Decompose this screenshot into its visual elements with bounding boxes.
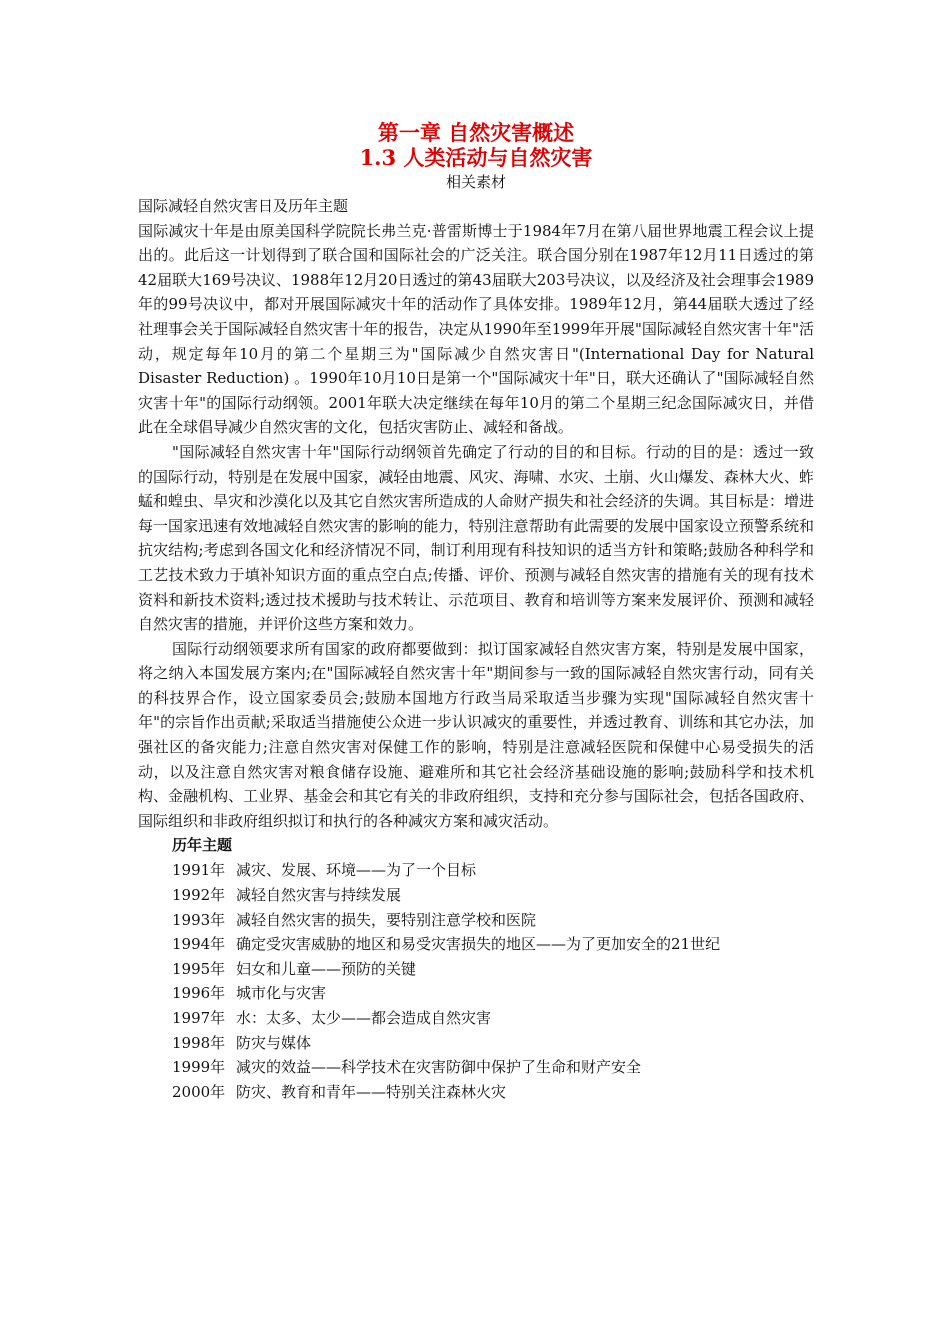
theme-text: 防灾与媒体 (236, 1033, 312, 1052)
theme-row (172, 1031, 814, 1056)
theme-row (172, 908, 814, 933)
theme-row (172, 1055, 814, 1080)
theme-text: 减灾、发展、环境——为了一个目标 (236, 861, 477, 880)
theme-text: 减轻自然灾害与持续发展 (236, 886, 402, 905)
theme-text: 城市化与灾害 (236, 984, 327, 1003)
theme-row (172, 981, 814, 1006)
document-page (138, 120, 814, 1104)
theme-row (172, 957, 814, 982)
theme-row (172, 1006, 814, 1031)
theme-year: 1999年 (172, 1058, 226, 1077)
theme-text: 防灾、教育和青年——特别关注森林火灾 (236, 1082, 507, 1101)
theme-row (172, 1080, 814, 1105)
chapter-title: 第一章 自然灾害概述 (377, 120, 575, 145)
theme-row (172, 858, 814, 883)
theme-text: 减灾的效益——科学技术在灾害防御中保护了生命和财产安全 (236, 1058, 642, 1077)
subtitle: 相关素材 (445, 173, 506, 191)
theme-year: 1992年 (172, 886, 226, 905)
theme-text: 妇女和儿童——预防的关键 (236, 959, 417, 978)
theme-year: 1993年 (172, 910, 226, 929)
paragraph-1: 国际减灾十年是由原美国科学院院长弗兰克·普雷斯博士于1984年7月在第八届世界地震工程会议上提出的。此后这一计划得到了联合国和国际社会的广泛关注。联合国分别在1987年12月11日透过的第42届联大169号决议、1988年12月20日透过的第43届联大203号决议，以及经济及社会理事会1989年的99号决议中，都对开展国际减灾十年的活动作了具体安排。1989年12月，第44届联大透过了经社理事会关于国际减轻自然灾害十年的报告，决定从1990年至1999年开展"国际减轻自然灾害十年"活动，规定每年10月的第二个星期三为"国际减少自然灾害日"(International Day for Natural Disaster Reduction) 。1990年10月10日是第一个"国际减灾十年"日，联大还确认了"国际减轻自然灾害十年"的国际行动纲领。2001年联大决定继续在每年10月的第二个星期三纪念国际减灾日，并借此在全球倡导减少自然灾害的文化，包括灾害防止、减轻和备战。 (138, 221, 814, 437)
paragraph-3: 国际行动纲领要求所有国家的政府都要做到：拟订国家减轻自然灾害方案，特别是发展中国家，将之纳入本国发展方案内;在"国际减轻自然灾害十年"期间参与一致的国际减轻自然灾害行动，同有关的科技界合作，设立国家委员会;鼓励本国地方行政当局采取适当步骤为实现"国际减轻自然灾害十年"的宗旨作出贡献;采取适当措施使公众进一步认识减灾的重要性，并透过教育、训练和其它办法，加强社区的备灾能力;注意自然灾害对保健工作的影响，特别是注意减轻医院和保健中心易受损失的活动，以及注意自然灾害对粮食储存设施、避难所和其它社会经济基础设施的影响;鼓励科学和技术机构、金融机构、工业界、基金会和其它有关的非政府组织，支持和充分参与国际社会，包括各国政府、国际组织和非政府组织拟订和执行的各种减灾方案和减灾活动。 (138, 639, 814, 830)
theme-year: 1995年 (172, 959, 226, 978)
theme-row (172, 883, 814, 908)
theme-year: 2000年 (172, 1082, 226, 1101)
topic-heading: 国际减轻自然灾害日及历年主题 (138, 197, 349, 215)
theme-row (172, 932, 814, 957)
theme-text: 确定受灾害威胁的地区和易受灾害损失的地区——为了更加安全的21世纪 (236, 935, 721, 954)
themes-heading: 历年主题 (172, 836, 233, 855)
theme-year: 1994年 (172, 935, 226, 954)
paragraph-2: "国际减轻自然灾害十年"国际行动纲领首先确定了行动的目的和目标。行动的目的是：透过一致的国际行动，特别是在发展中国家，减轻由地震、风灾、海啸、水灾、土崩、火山爆发、森林大火、蚱蜢和蝗虫、旱灾和沙漠化以及其它自然灾害所造成的人命财产损失和社会经济的失调。其目标是：增进每一国家迅速有效地减轻自然灾害的影响的能力，特别注意帮助有此需要的发展中国家设立预警系统和抗灾结构;考虑到各国文化和经济情况不同，制订利用现有科技知识的适当方针和策略;鼓励各种科学和工艺技术致力于填补知识方面的重点空白点;传播、评价、预测与减轻自然灾害的措施有关的现有技术资料和新技术资料;透过技术援助与技术转让、示范项目、教育和培训等方案来发展评价、预测和减轻自然灾害的措施，并评价这些方案和效力。 (138, 442, 814, 634)
section-title: 1.3 人类活动与自然灾害 (359, 145, 593, 170)
theme-year: 1998年 (172, 1033, 226, 1052)
theme-text: 减轻自然灾害的损失，要特别注意学校和医院 (236, 910, 537, 929)
themes-list (138, 858, 814, 1104)
theme-year: 1991年 (172, 861, 226, 880)
theme-year: 1996年 (172, 984, 226, 1003)
theme-text: 水：太多、太少——都会造成自然灾害 (236, 1009, 492, 1027)
theme-year: 1997年 (172, 1009, 226, 1027)
